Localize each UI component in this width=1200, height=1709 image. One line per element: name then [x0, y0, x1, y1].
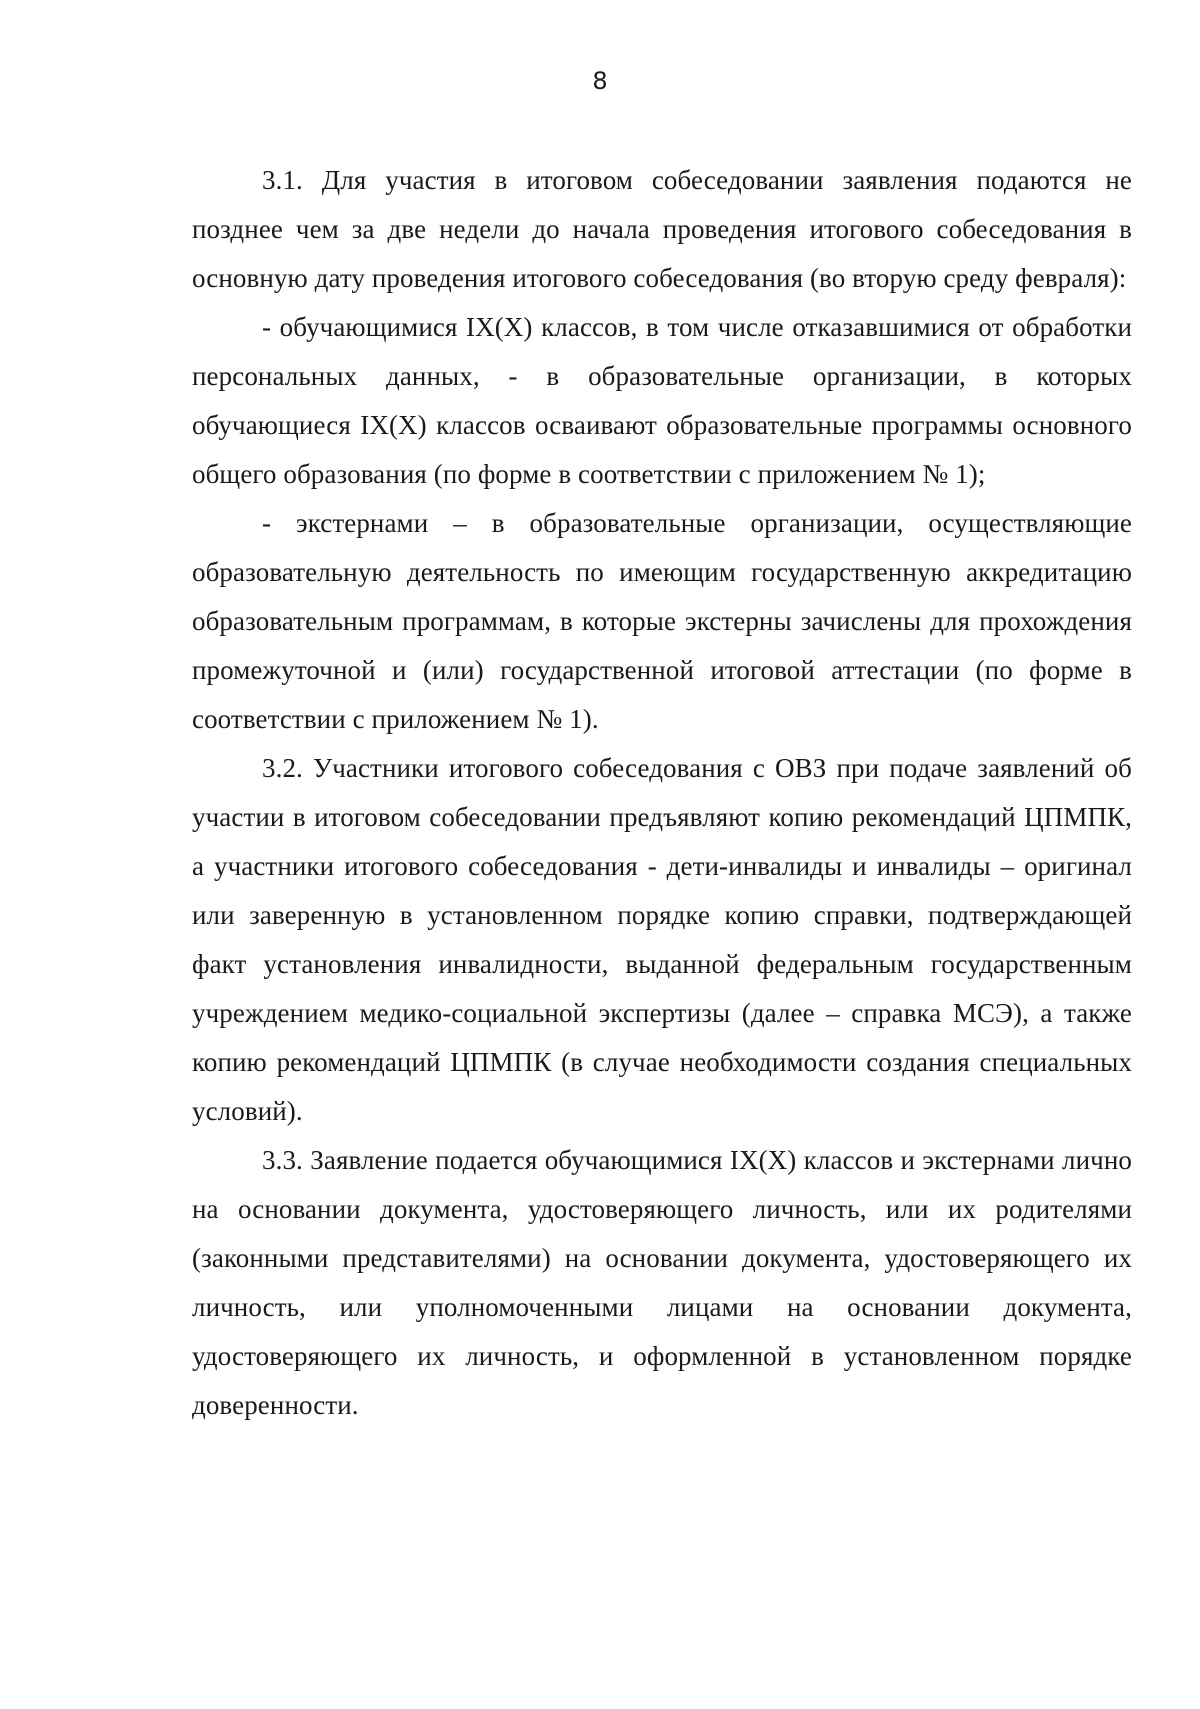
paragraph-externs-list-item: - экстернами – в образовательные организации, осуществляющие образовательную деятельность по имеющим государственную аккредитацию образовательным программам, в которые экстерны зачислены для прохождения промежуточной и (или) государственной итоговой аттестации (по форме в соответствии с приложением № 1). — [192, 508, 1132, 734]
paragraph-3-3: 3.3. Заявление подается обучающимися IX(X) классов и экстернами лично на основании документа, удостоверяющего личность, или их родителями (законными представителями) на основании документа, удостоверяющего их личность, или уполномоченными лицами на основании документа, удостоверяющего их личность, и оформленной в установленном порядке доверенности. — [192, 1145, 1132, 1420]
document-body — [192, 156, 1132, 1430]
paragraph-3-1: 3.1. Для участия в итоговом собеседовании заявления подаются не позднее чем за две недели до начала проведения итогового собеседования в основную дату проведения итогового собеседования (во вторую среду февраля): — [192, 165, 1132, 293]
paragraph-students-list-item: - обучающимися IX(X) классов, в том числе отказавшимися от обработки персональных данных, - в образовательные организации, в которых обучающиеся IX(X) классов осваивают образовательные программы основного общего образования (по форме в соответствии с приложением № 1); — [192, 312, 1132, 489]
paragraph-3-2: 3.2. Участники итогового собеседования с ОВЗ при подаче заявлений об участии в итоговом собеседовании предъявляют копию рекомендаций ЦПМПК, а участники итогового собеседования - дети-инвалиды и инвалиды – оригинал или заверенную в установленном порядке копию справки, подтверждающей факт установления инвалидности, выданной федеральным государственным учреждением медико-социальной экспертизы (далее – справка МСЭ), а также копию рекомендаций ЦПМПК (в случае необходимости создания специальных условий). — [192, 753, 1132, 1126]
page-number: 8 — [592, 67, 608, 95]
